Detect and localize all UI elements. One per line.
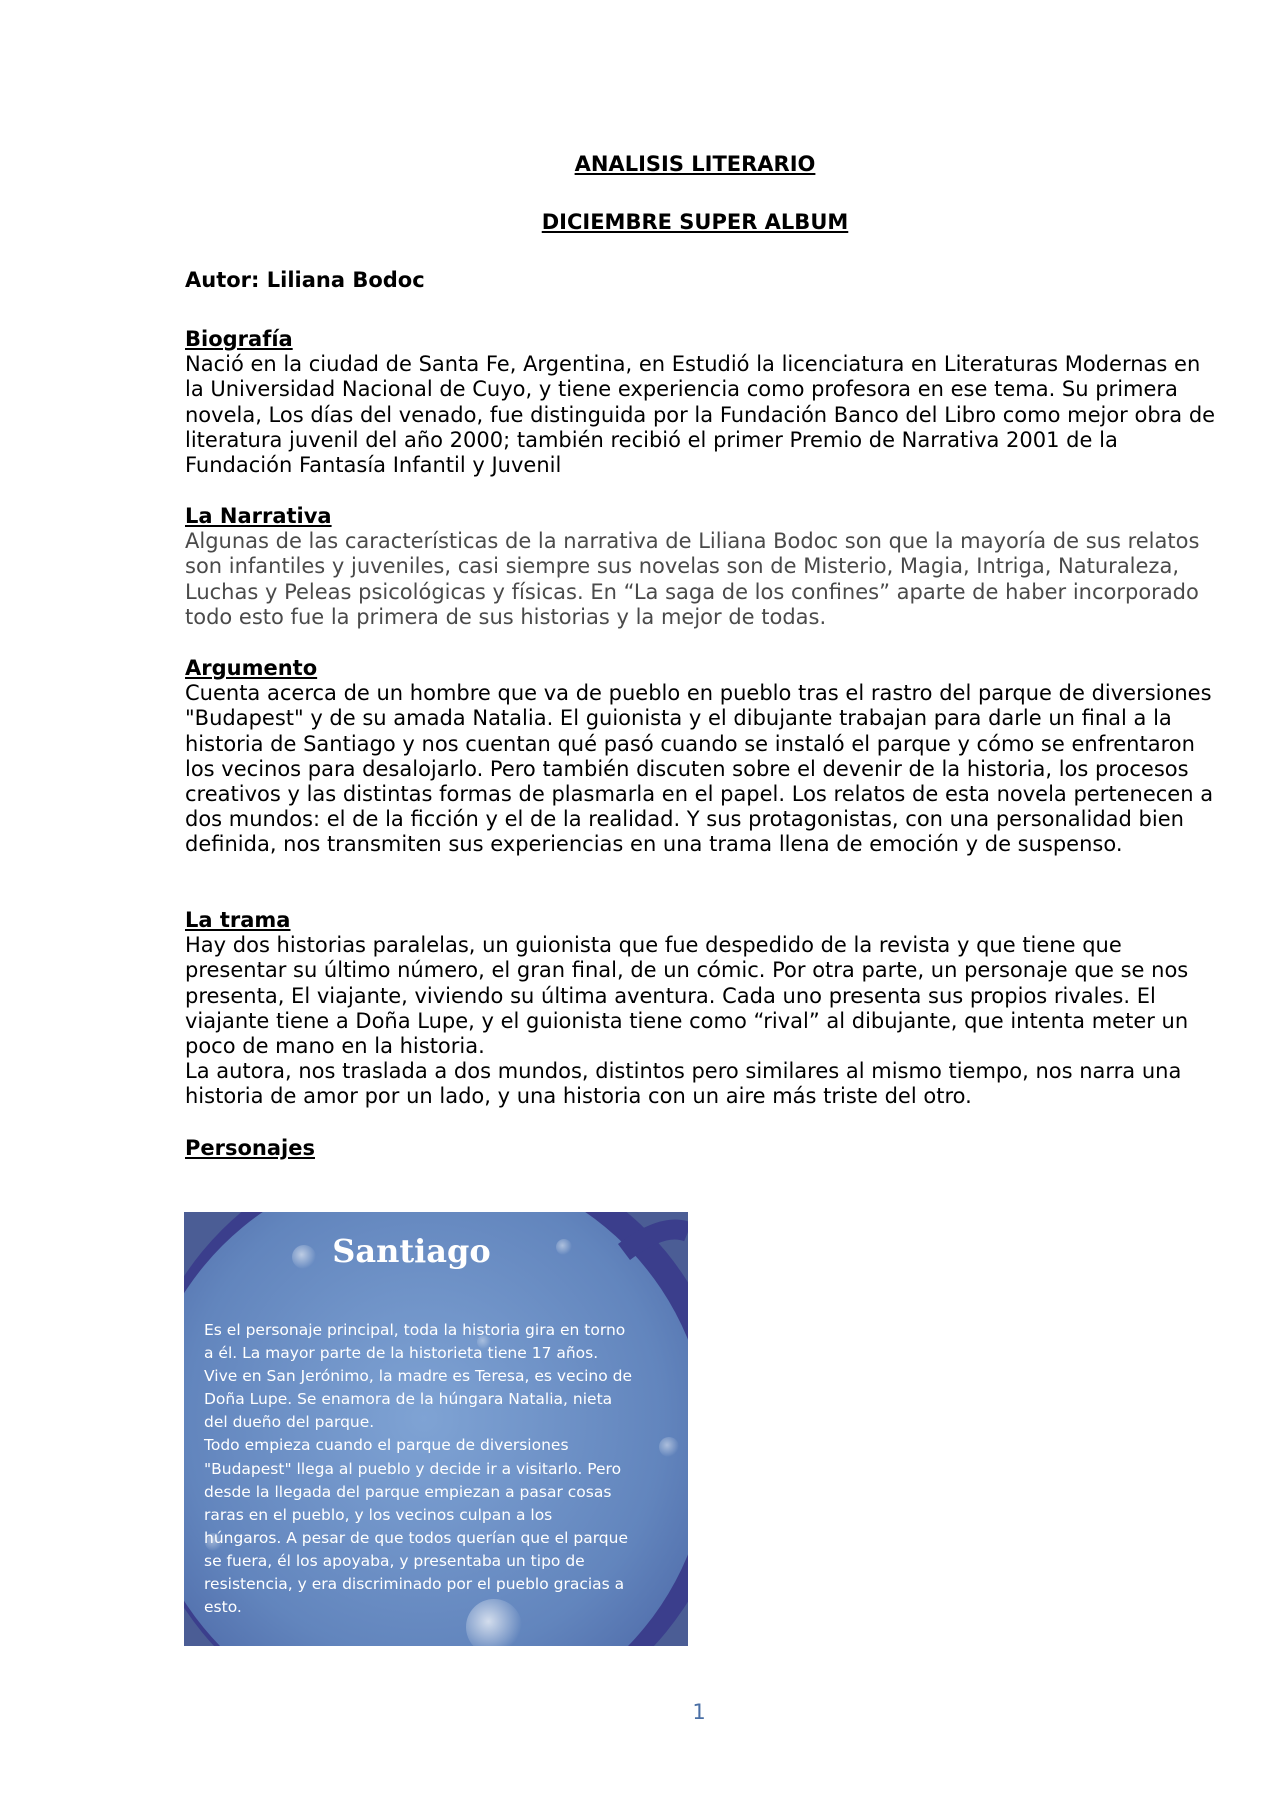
section-text: Algunas de las características de la narrativa de Liliana Bodoc son que la mayoría de sus relatos son infantiles y juveniles, casi siempre sus novelas son de Misterio, Magia, Intriga, Naturaleza, Luchas y Peleas psicológicas y físicas. En “La saga de los confines” aparte de haber incorporado todo esto fue la primera de sus historias y la mejor de todas. [185, 529, 1200, 629]
section-text: Nació en la ciudad de Santa Fe, Argentina, en Estudió la licenciatura en Literaturas Modernas en la Universidad Nacional de Cuyo, y tiene experiencia como profesora en ese tema. Su primera novela, Los días del venado, fue distinguida por la Fundación Banco del Libro como mejor obra de literatura juvenil del año 2000; también recibió el primer Premio de Narrativa 2001 de la Fundación Fantasía Infantil y Juvenil [185, 352, 1216, 478]
author-line: Autor: Liliana Bodoc [185, 268, 425, 292]
section-heading: Argumento [185, 656, 318, 680]
section-text-2: La autora, nos traslada a dos mundos, distintos pero similares al mismo tiempo, nos narra una historia de amor por un lado, y una historia con un aire más triste del otro. [185, 1059, 1182, 1109]
section-heading: Biografía [185, 327, 293, 351]
section-text: Cuenta acerca de un hombre que va de pueblo en pueblo tras el rastro del parque de diversiones "Budapest" y de su amada Natalia. El guionista y el dibujante trabajan para darle un final a la historia de Santiago y nos cuentan qué pasó cuando se instaló el parque y cómo se enfrentaron los vecinos para desalojarlo. Pero también discuten sobre el devenir de la historia, los procesos creativos y las distintas formas de plasmarla en el papel. Los relatos de esta novela pertenecen a dos mundos: el de la ficción y el de la realidad. Y sus protagonistas, con una personalidad bien definida, nos transmiten sus experiencias en una trama llena de emoción y de suspenso. [185, 681, 1214, 857]
card-description: Es el personaje principal, toda la historia gira en torno a él. La mayor parte de la historieta tiene 17 años. Vive en San Jerónimo, la madre es Teresa, es vecino de Doña Lupe. Se enamora de la húngara Natalia, nieta del dueño del parque. Todo empieza cuando el parque de diversiones "Budapest" llega al pueblo y decide ir a visitarlo. Pero desde la llegada del parque empiezan a pasar cosas raras en el pueblo, y los vecinos culpan a los húngaros. A pesar de que todos querían que el parque se fuera, él los apoyaba, y presentaba un tipo de resistencia, y era discriminado por el pueblo gracias a esto. [204, 1321, 633, 1617]
character-card-image [184, 1212, 688, 1646]
section-trama [185, 908, 1225, 1110]
page-number: 1 [692, 1700, 706, 1724]
document-subtitle: DICIEMBRE SUPER ALBUM [541, 210, 849, 234]
section-personajes [185, 1136, 1225, 1161]
section-narrativa [185, 504, 1225, 630]
section-heading: La Narrativa [185, 504, 332, 528]
section-heading: La trama [185, 908, 291, 932]
card-title: Santiago [332, 1232, 491, 1270]
section-text: Hay dos historias paralelas, un guionista que fue despedido de la revista y que tiene que presentar su último número, el gran final, de un cómic. Por otra parte, un personaje que se nos presenta, El viajante, viviendo su última aventura. Cada uno presenta sus propios rivales. El viajante tiene a Doña Lupe, y el guionista tiene como “rival” al dibujante, que intenta meter un poco de mano en la historia. [185, 933, 1189, 1059]
section-argumento [185, 656, 1225, 858]
document-title: ANALISIS LITERARIO [574, 152, 816, 176]
section-heading: Personajes [185, 1136, 315, 1160]
section-biografia [185, 327, 1225, 478]
